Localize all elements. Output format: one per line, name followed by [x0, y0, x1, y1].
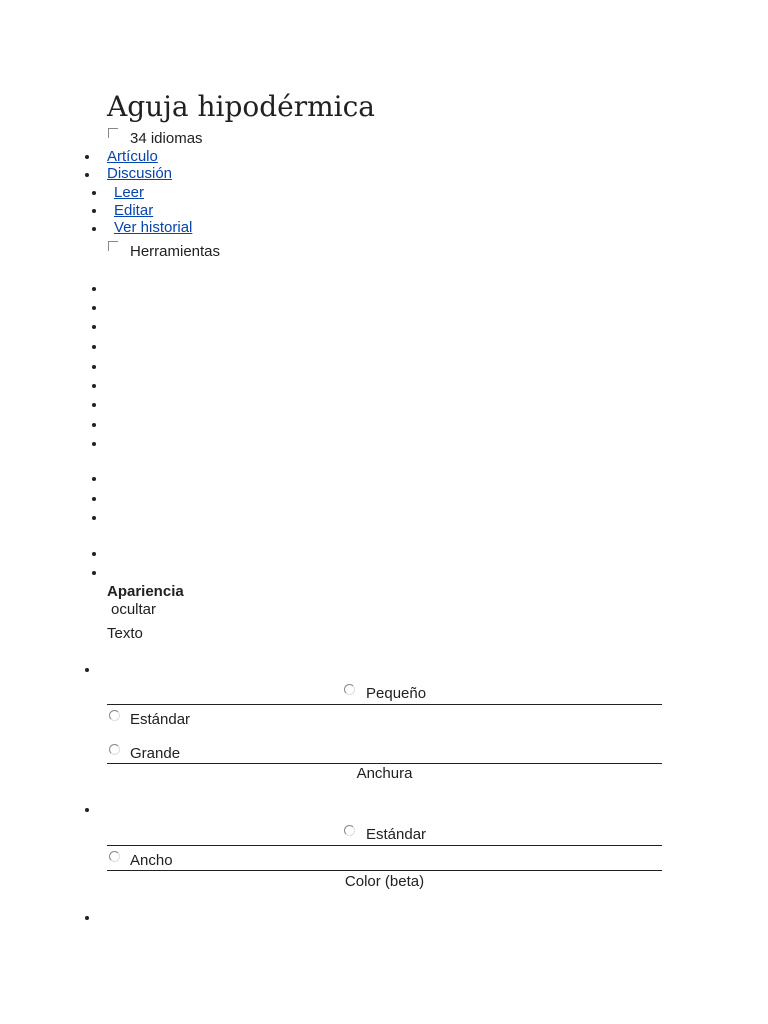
- text-standard-label[interactable]: Estándar: [130, 711, 191, 728]
- list-bullet: [92, 345, 96, 349]
- list-bullet: [92, 209, 96, 213]
- list-bullet: [85, 173, 89, 177]
- list-bullet: [92, 306, 96, 310]
- list-bullet: [92, 403, 96, 407]
- divider: [107, 845, 662, 846]
- appearance-heading: Apariencia: [107, 583, 184, 600]
- list-bullet: [92, 497, 96, 501]
- list-bullet: [92, 365, 96, 369]
- text-large-label[interactable]: Grande: [130, 745, 181, 762]
- width-standard-label[interactable]: Estándar: [366, 826, 427, 843]
- list-bullet: [85, 916, 89, 920]
- radio-text-standard[interactable]: [109, 710, 120, 721]
- divider: [107, 704, 662, 705]
- list-bullet: [92, 571, 96, 575]
- list-bullet: [92, 325, 96, 329]
- list-bullet: [92, 227, 96, 231]
- divider: [107, 870, 662, 871]
- list-bullet: [92, 552, 96, 556]
- list-bullet: [92, 516, 96, 520]
- tab-discussion[interactable]: Discusión: [107, 165, 173, 182]
- width-wide-label[interactable]: Ancho: [130, 852, 173, 869]
- text-size-heading: Texto: [107, 625, 143, 642]
- list-bullet: [92, 191, 96, 195]
- tools-button[interactable]: Herramientas: [130, 243, 221, 260]
- radio-width-standard[interactable]: [344, 825, 355, 836]
- list-bullet: [92, 287, 96, 291]
- tab-article[interactable]: Artículo: [107, 148, 158, 165]
- width-heading: Anchura: [356, 765, 413, 782]
- languages-button[interactable]: 34 idiomas: [130, 130, 203, 147]
- radio-text-large[interactable]: [109, 744, 120, 755]
- tab-view-history[interactable]: Ver historial: [114, 219, 193, 236]
- tools-checkbox[interactable]: [108, 241, 118, 251]
- list-bullet: [92, 384, 96, 388]
- tab-edit[interactable]: Editar: [114, 202, 154, 219]
- color-heading: Color (beta): [344, 873, 425, 890]
- languages-checkbox[interactable]: [108, 128, 118, 138]
- radio-text-small[interactable]: [344, 684, 355, 695]
- radio-width-wide[interactable]: [109, 851, 120, 862]
- divider: [107, 763, 662, 764]
- text-small-label[interactable]: Pequeño: [366, 685, 427, 702]
- list-bullet: [85, 808, 89, 812]
- list-bullet: [92, 477, 96, 481]
- list-bullet: [92, 423, 96, 427]
- list-bullet: [85, 668, 89, 672]
- appearance-hide-button[interactable]: ocultar: [111, 601, 157, 618]
- tab-read[interactable]: Leer: [114, 184, 145, 201]
- list-bullet: [92, 442, 96, 446]
- list-bullet: [85, 155, 89, 159]
- page-title: Aguja hipodérmica: [107, 90, 375, 123]
